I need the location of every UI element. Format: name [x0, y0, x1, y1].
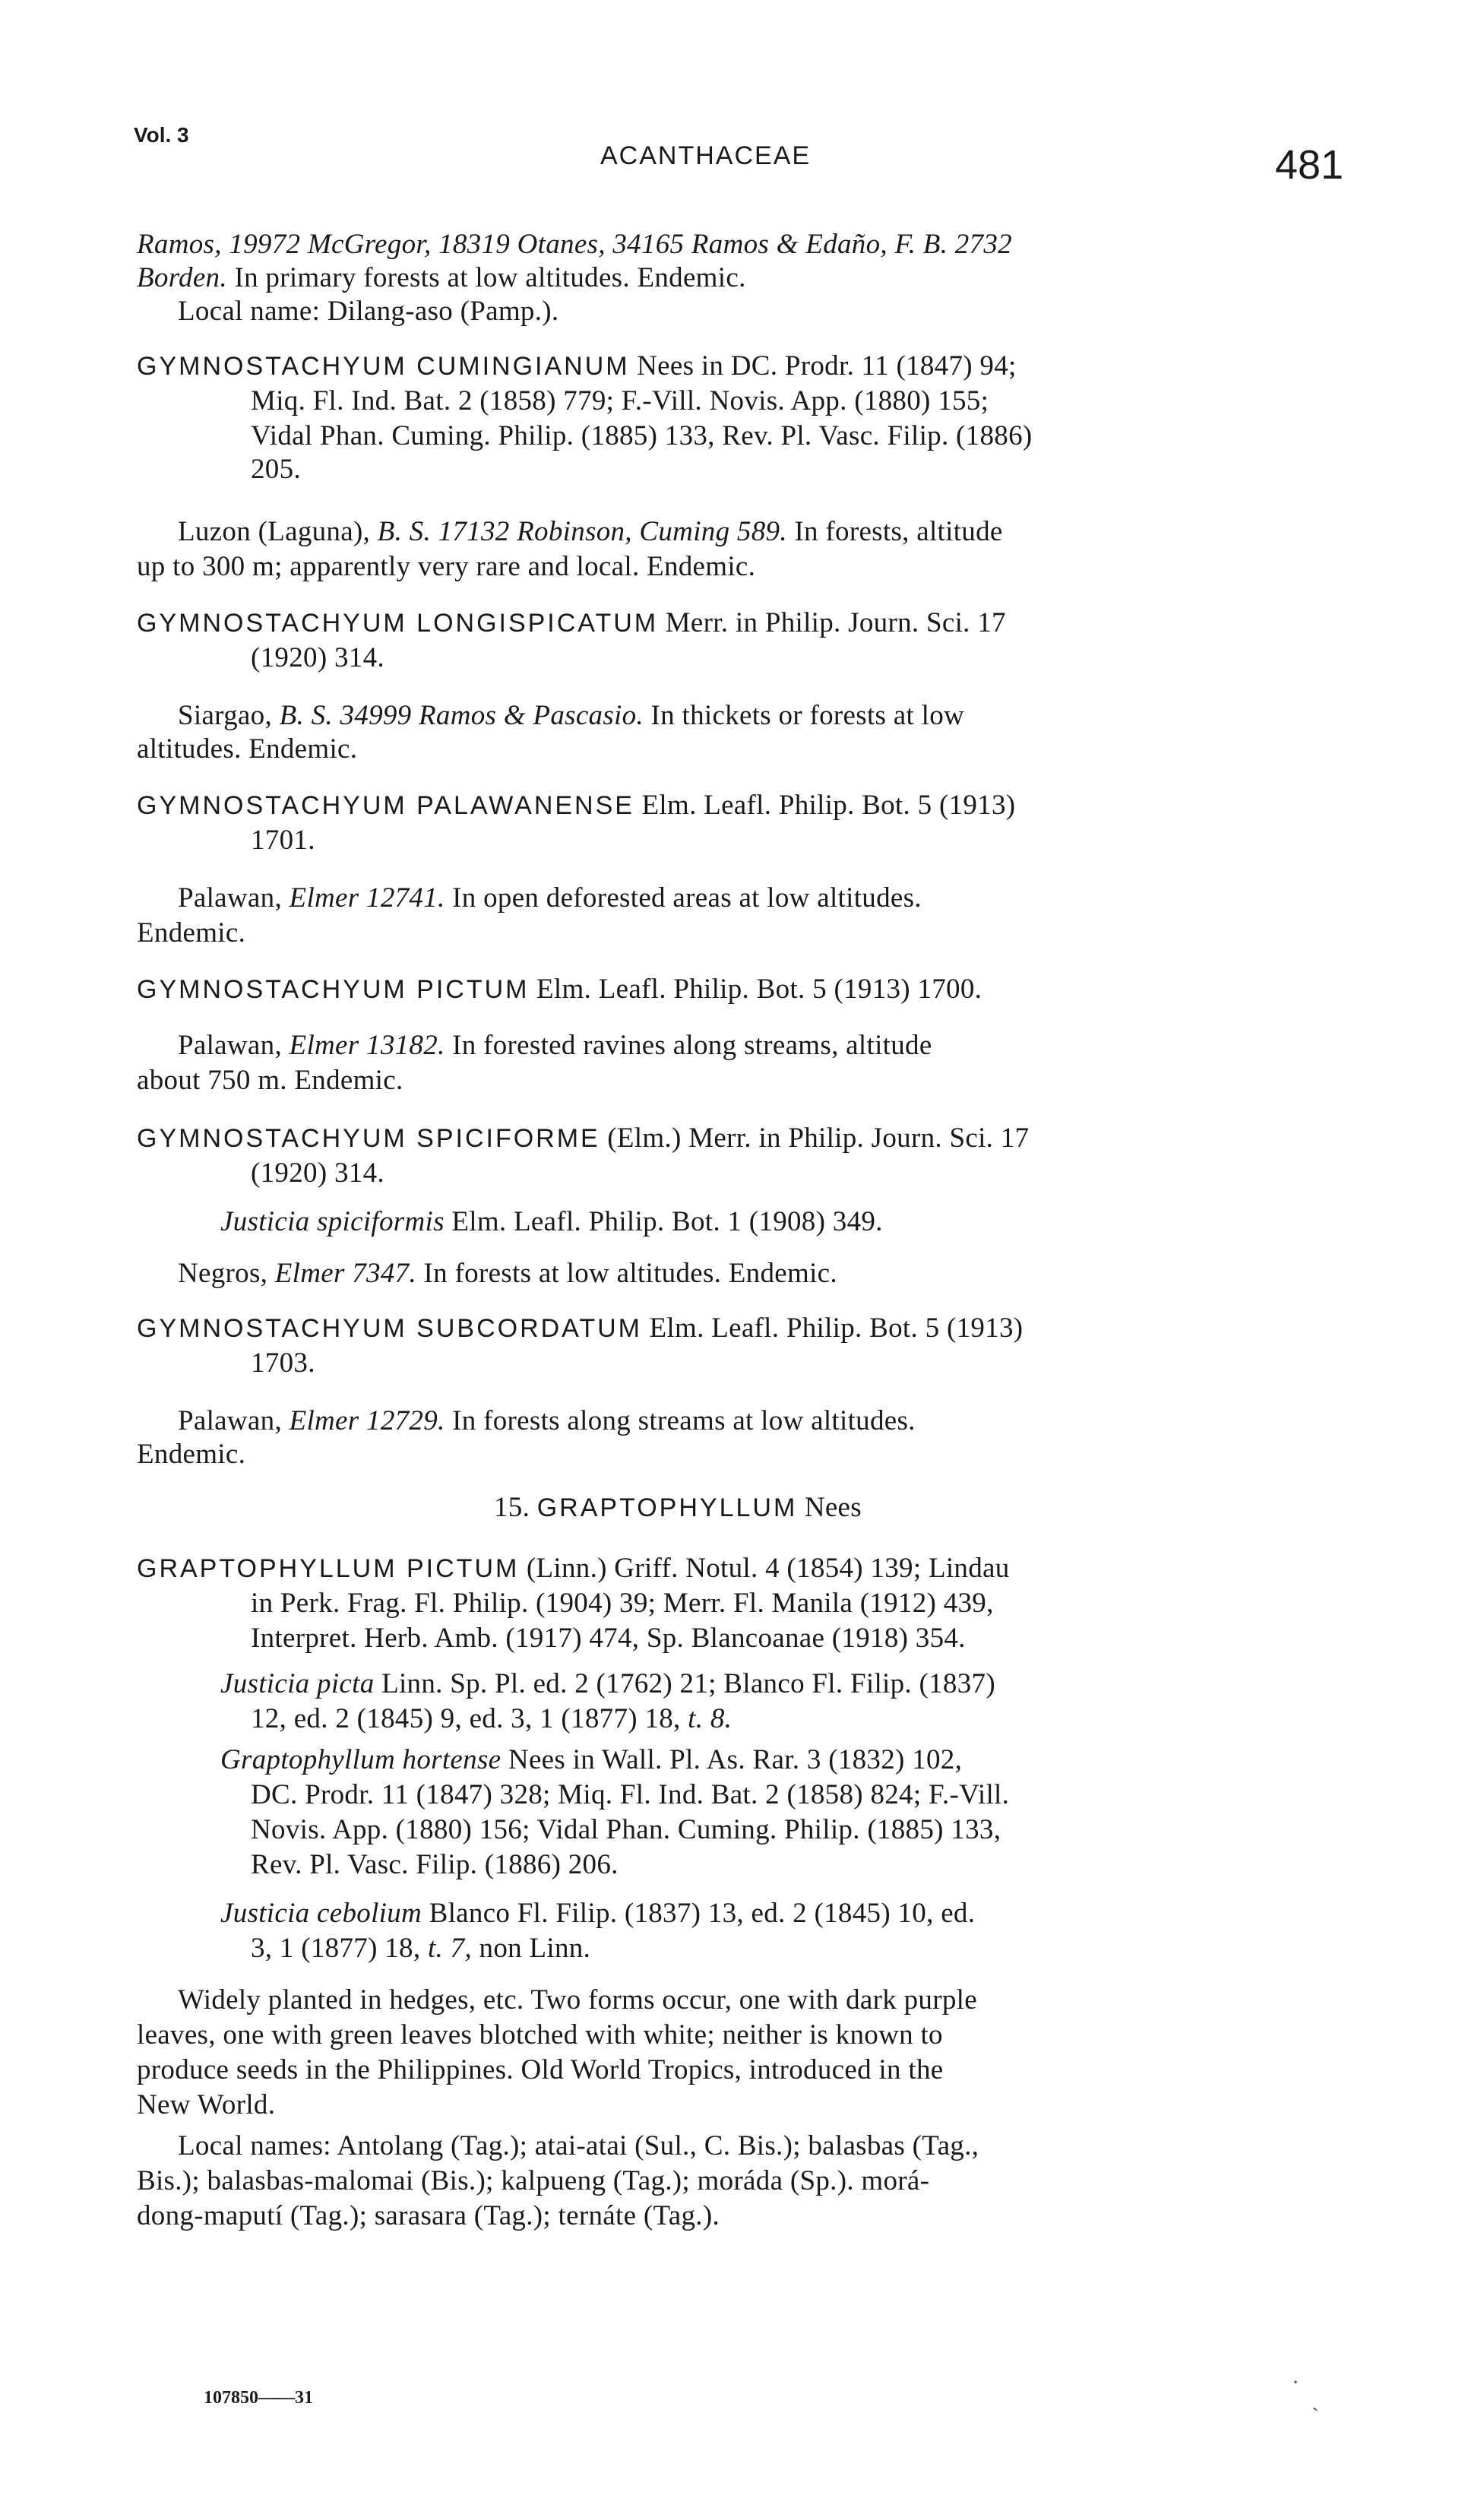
species-name: GYMNOSTACHYUM PALAWANENSE: [137, 791, 634, 820]
citation-text: Nees in DC. Prodr. 11 (1847) 94;: [629, 350, 1017, 382]
scan-mark: ·: [1292, 2370, 1299, 2395]
synonym-line: [220, 1895, 975, 1932]
synonym-citation: Blanco Fl. Filip. (1837) 13, ed. 2 (1845) 10, ed.: [422, 1898, 976, 1929]
synonym-line: Rev. Pl. Vasc. Filip. (1886) 206.: [251, 1849, 619, 1880]
citation-line: Interpret. Herb. Amb. (1917) 474, Sp. Blancoanae (1918) 354.: [251, 1623, 966, 1654]
synonym-citation: 12, ed. 2 (1845) 9, ed. 3, 1 (1877) 18,: [251, 1703, 688, 1734]
species-name: GRAPTOPHYLLUM PICTUM: [137, 1554, 520, 1583]
local-names-line: Local names: Antolang (Tag.); atai-atai (Sul., C. Bis.); balasbas (Tag.,: [178, 2130, 979, 2161]
species-entry-graptophyllum-pictum: [137, 1550, 1010, 1587]
distribution-line: about 750 m. Endemic.: [137, 1065, 403, 1096]
synonym-citation: Nees in Wall. Pl. As. Rar. 3 (1832) 102,: [501, 1744, 963, 1775]
citation-text: Elm. Leafl. Philip. Bot. 5 (1913): [634, 790, 1016, 821]
genus-name: GRAPTOPHYLLUM: [536, 1493, 798, 1522]
specimen-ref: Elmer 12741.: [289, 882, 445, 914]
page-number: 481: [1275, 142, 1344, 188]
synonym-line: [220, 1742, 962, 1778]
distribution-line: Endemic.: [137, 917, 246, 948]
genus-number: 15.: [494, 1492, 537, 1523]
distribution-line: up to 300 m; apparently very rare and local. Endemic.: [137, 551, 756, 582]
distribution-line: Endemic.: [137, 1439, 246, 1470]
description-line: produce seeds in the Philippines. Old World Tropics, introduced in the: [137, 2054, 944, 2085]
habitat-line: [137, 260, 746, 296]
species-entry-palawanense: [137, 787, 1015, 824]
habitat-text: In thickets or forests at low: [643, 700, 965, 731]
local-names-line: dong-maputí (Tag.); sarasara (Tag.); ternáte (Tag.).: [137, 2200, 720, 2231]
synonym-line: [251, 1930, 590, 1967]
family-heading: ACANTHACEAE: [600, 141, 812, 170]
distribution-line: [178, 1256, 837, 1292]
species-entry-spiciforme: [137, 1120, 1029, 1157]
synonym-name: Justicia cebolium: [220, 1898, 422, 1929]
local-names-line: Bis.); balasbas-malomai (Bis.); kalpueng (Tag.); moráda (Sp.). morá-: [137, 2165, 930, 2196]
specimen-ref: Elmer 13182.: [289, 1030, 445, 1061]
habitat-text: In primary forests at low altitudes. Endemic.: [226, 262, 746, 293]
plate-ref: t. 7,: [427, 1933, 472, 1964]
citation-line: 1701.: [251, 825, 315, 856]
species-name: GYMNOSTACHYUM PICTUM: [137, 975, 530, 1004]
volume-label: Vol. 3: [134, 123, 189, 147]
synonym-name: Justicia picta: [220, 1668, 375, 1699]
species-entry-cumingianum: [137, 348, 1017, 385]
habitat-text: In forests at low altitudes. Endemic.: [416, 1258, 837, 1289]
citation-line: (1920) 314.: [251, 642, 384, 673]
citation-text: Merr. in Philip. Journ. Sci. 17: [658, 607, 1006, 638]
synonym-name: Justicia spiciformis: [220, 1206, 445, 1237]
specimen-ref: B. S. 34999 Ramos & Pascasio.: [279, 700, 644, 731]
synonym-citation: Linn. Sp. Pl. ed. 2 (1762) 21; Blanco Fl. Filip. (1837): [374, 1668, 995, 1699]
citation-line: Vidal Phan. Cuming. Philip. (1885) 133, Rev. Pl. Vasc. Filip. (1886): [251, 420, 1033, 451]
locality-text: Negros,: [178, 1258, 275, 1289]
locality-text: Palawan,: [178, 1405, 290, 1436]
species-name: GYMNOSTACHYUM LONGISPICATUM: [137, 609, 659, 638]
synonym-citation: non Linn.: [471, 1933, 591, 1964]
genus-heading: [494, 1490, 862, 1526]
distribution-line: [178, 514, 1003, 550]
locality-text: Siargao,: [178, 700, 280, 731]
species-name: GYMNOSTACHYUM SPICIFORME: [137, 1124, 600, 1153]
habitat-text: In forests, altitude: [786, 516, 1003, 547]
synonym-line: Novis. App. (1880) 156; Vidal Phan. Cuming. Philip. (1885) 133,: [251, 1814, 1001, 1845]
species-entry-subcordatum: [137, 1310, 1023, 1347]
habitat-text: In forested ravines along streams, altitude: [445, 1030, 932, 1061]
distribution-line: [178, 1403, 916, 1439]
scan-mark: ˏ: [1312, 2386, 1319, 2411]
specimen-list-line: Ramos, 19972 McGregor, 18319 Otanes, 34165 Ramos & Edaño, F. B. 2732: [137, 229, 1012, 260]
citation-line: 205.: [251, 454, 301, 485]
synonym-name: Graptophyllum hortense: [220, 1744, 502, 1775]
synonym-line: [220, 1666, 995, 1702]
local-name-line: Local name: Dilang-aso (Pamp.).: [178, 296, 559, 327]
citation-text: (Linn.) Griff. Notul. 4 (1854) 139; Lindau: [519, 1553, 1010, 1584]
synonym-citation: Elm. Leafl. Philip. Bot. 1 (1908) 349.: [444, 1206, 883, 1237]
description-line: New World.: [137, 2089, 276, 2120]
description-line: Widely planted in hedges, etc. Two forms occur, one with dark purple: [178, 1984, 977, 2016]
specimen-ref: Elmer 12729.: [289, 1405, 445, 1436]
locality-text: Palawan,: [178, 882, 290, 914]
species-name: GYMNOSTACHYUM SUBCORDATUM: [137, 1314, 642, 1343]
specimen-ref: B. S. 17132 Robinson, Cuming 589.: [377, 516, 787, 547]
plate-ref: t. 8.: [688, 1703, 733, 1734]
collector-name: Borden.: [137, 262, 227, 293]
distribution-line: [178, 880, 922, 917]
distribution-line: altitudes. Endemic.: [137, 733, 358, 765]
distribution-line: [178, 1028, 932, 1064]
citation-text: Elm. Leafl. Philip. Bot. 5 (1913): [641, 1313, 1024, 1344]
synonym-citation: 3, 1 (1877) 18,: [251, 1933, 428, 1964]
habitat-text: In forests along streams at low altitudes.: [445, 1405, 916, 1436]
citation-line: 1703.: [251, 1347, 315, 1379]
locality-text: Luzon (Laguna),: [178, 516, 378, 547]
specimen-ref: Elmer 7347.: [274, 1258, 416, 1289]
species-entry-pictum: [137, 971, 982, 1008]
citation-line: in Perk. Frag. Fl. Philip. (1904) 39; Merr. Fl. Manila (1912) 439,: [251, 1588, 994, 1619]
synonym-line: [220, 1204, 883, 1240]
habitat-text: In open deforested areas at low altitudes.: [445, 882, 922, 914]
synonym-line: DC. Prodr. 11 (1847) 328; Miq. Fl. Ind. Bat. 2 (1858) 824; F.-Vill.: [251, 1779, 1010, 1810]
citation-text: Elm. Leafl. Philip. Bot. 5 (1913) 1700.: [529, 974, 982, 1005]
locality-text: Palawan,: [178, 1030, 290, 1061]
genus-author: Nees: [797, 1492, 862, 1523]
synonym-line: [251, 1701, 732, 1737]
citation-text: (Elm.) Merr. in Philip. Journ. Sci. 17: [600, 1123, 1030, 1154]
description-line: leaves, one with green leaves blotched with white; neither is known to: [137, 2019, 943, 2050]
citation-line: Miq. Fl. Ind. Bat. 2 (1858) 779; F.-Vill. Novis. App. (1880) 155;: [251, 385, 989, 416]
citation-line: (1920) 314.: [251, 1157, 384, 1189]
distribution-line: [178, 698, 964, 734]
species-name: GYMNOSTACHYUM CUMINGIANUM: [137, 352, 630, 381]
species-entry-longispicatum: [137, 605, 1006, 641]
printer-signature: 107850——31: [204, 2388, 313, 2408]
